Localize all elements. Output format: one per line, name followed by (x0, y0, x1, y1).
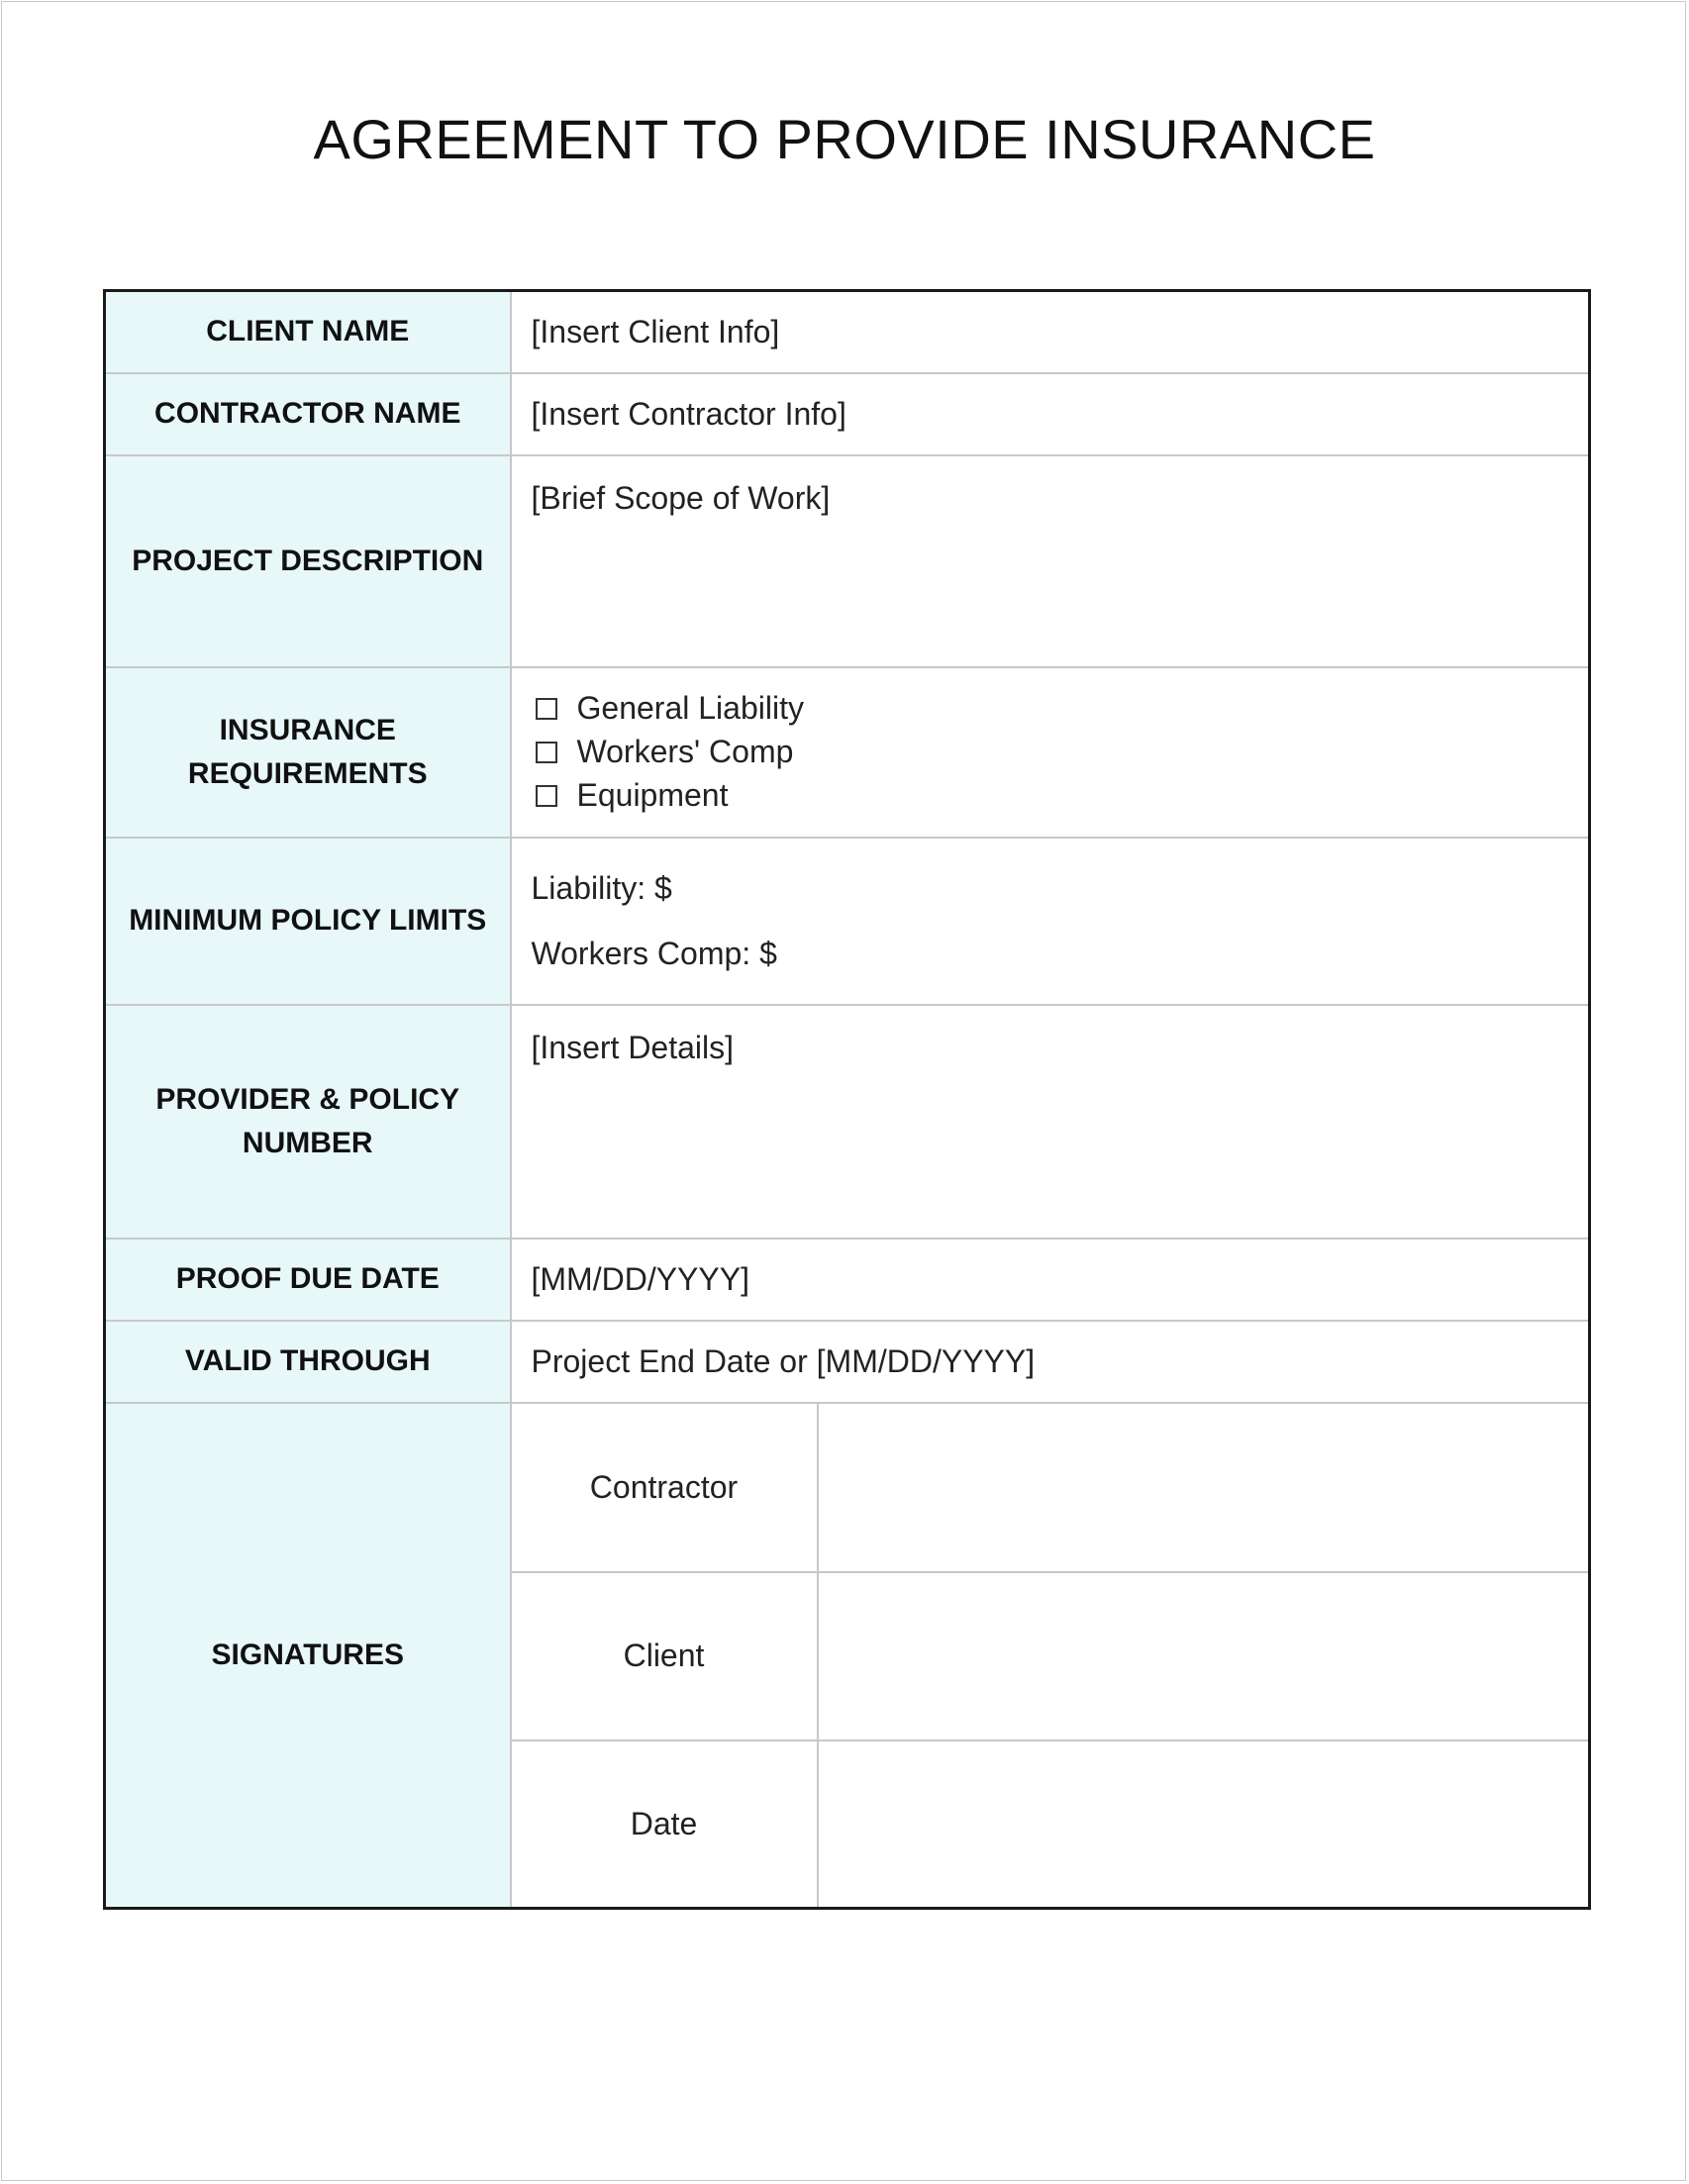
insurance-requirements-label-line2: REQUIREMENTS (187, 756, 428, 790)
checkbox-equipment[interactable] (536, 785, 557, 807)
signature-date-label: Date (511, 1740, 818, 1909)
option-label: Equipment (576, 777, 729, 813)
row-client-name (105, 291, 1590, 373)
contractor-name-field[interactable]: [Insert Contractor Info] (511, 373, 1590, 455)
checkbox-general-liability[interactable] (536, 698, 557, 720)
contractor-name-label: CONTRACTOR NAME (105, 373, 511, 455)
option-workers-comp[interactable] (532, 731, 1589, 774)
row-contractor-name (105, 373, 1590, 455)
provider-policy-label (105, 1005, 511, 1239)
insurance-requirements-field (511, 667, 1590, 838)
row-minimum-policy-limits (105, 838, 1590, 1005)
row-provider-policy (105, 1005, 1590, 1239)
client-name-field[interactable]: [Insert Client Info] (511, 291, 1590, 373)
provider-policy-label-line2: NUMBER (242, 1126, 373, 1159)
signature-client-label: Client (511, 1572, 818, 1740)
row-insurance-requirements (105, 667, 1590, 838)
proof-due-date-field[interactable]: [MM/DD/YYYY] (511, 1239, 1590, 1321)
signature-client-field[interactable] (818, 1572, 1590, 1740)
insurance-requirements-label (105, 667, 511, 838)
row-valid-through (105, 1321, 1590, 1403)
insurance-agreement-form (103, 289, 1591, 1910)
minimum-policy-limits-label: MINIMUM POLICY LIMITS (105, 838, 511, 1005)
insurance-requirements-label-line1: INSURANCE (219, 713, 396, 746)
signatures-label: SIGNATURES (105, 1403, 511, 1909)
signature-contractor-field[interactable] (818, 1403, 1590, 1572)
proof-due-date-label: PROOF DUE DATE (105, 1239, 511, 1321)
signature-date-field[interactable] (818, 1740, 1590, 1909)
valid-through-label: VALID THROUGH (105, 1321, 511, 1403)
signature-contractor-label: Contractor (511, 1403, 818, 1572)
option-label: Workers' Comp (576, 734, 794, 769)
row-signature-contractor (105, 1403, 1590, 1572)
option-label: General Liability (576, 690, 804, 726)
client-name-label: CLIENT NAME (105, 291, 511, 373)
option-general-liability[interactable] (532, 687, 1589, 731)
row-proof-due-date (105, 1239, 1590, 1321)
checkbox-workers-comp[interactable] (536, 742, 557, 763)
insurance-options-list (532, 687, 1589, 818)
minimum-policy-limits-field (511, 838, 1590, 1005)
row-project-description (105, 455, 1590, 667)
project-description-field[interactable]: [Brief Scope of Work] (511, 455, 1590, 667)
provider-policy-field[interactable]: [Insert Details] (511, 1005, 1590, 1239)
option-equipment[interactable] (532, 774, 1589, 818)
liability-limit-field[interactable]: Liability: $ (531, 870, 672, 906)
provider-policy-label-line1: PROVIDER & POLICY (155, 1082, 460, 1116)
workers-comp-limit-field[interactable]: Workers Comp: $ (531, 936, 777, 971)
valid-through-field[interactable]: Project End Date or [MM/DD/YYYY] (511, 1321, 1590, 1403)
project-description-label: PROJECT DESCRIPTION (105, 455, 511, 667)
page-title: AGREEMENT TO PROVIDE INSURANCE (313, 108, 1376, 170)
